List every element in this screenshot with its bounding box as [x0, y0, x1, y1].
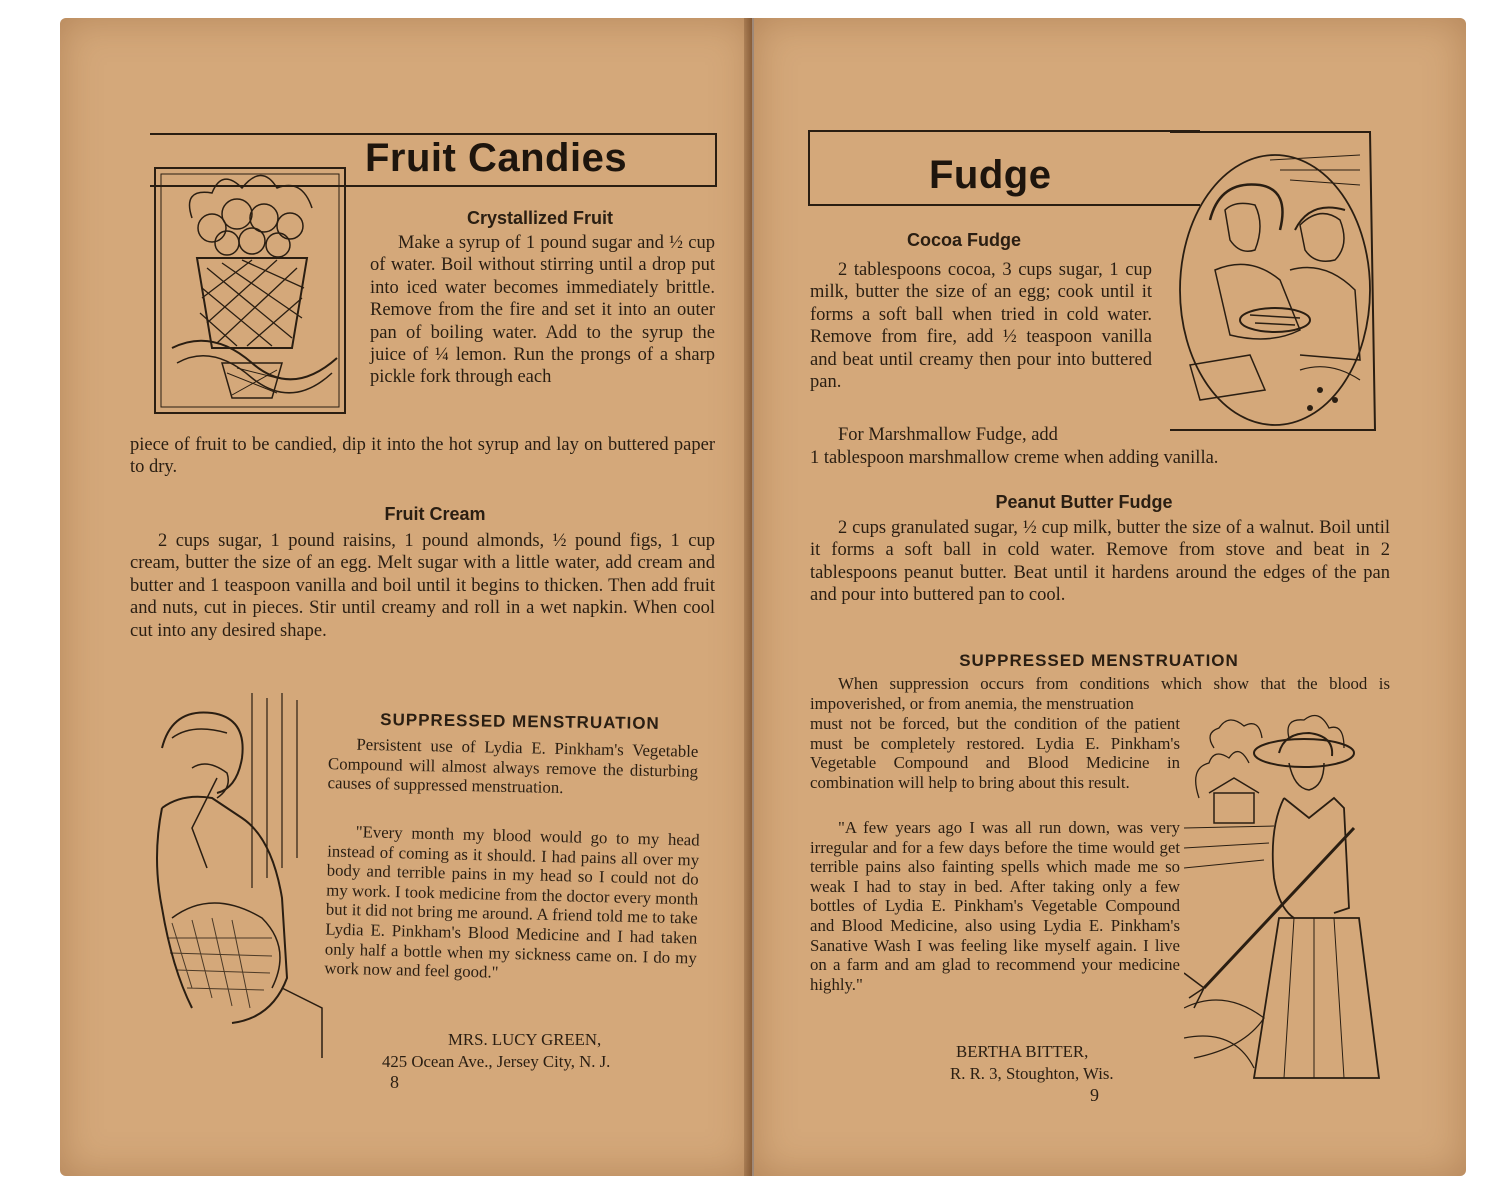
testimonial-name-left: MRS. LUCY GREEN, [448, 1030, 602, 1049]
recipe-title-crystallized-fruit: Crystallized Fruit [466, 208, 614, 228]
two-women-illustration [1170, 130, 1380, 435]
testimonial-intro-left: Persistent use of Lydia E. Pinkham's Vegetable Compound will almost always remove the disturbing causes of suppressed menstruation. [327, 734, 699, 798]
page-title: Fudge [929, 153, 1052, 197]
page-title: Fruit Candies [365, 136, 628, 180]
page-number-right: 9 [1090, 1085, 1099, 1105]
page-number-left: 8 [390, 1072, 399, 1092]
recipe-text-fruit-cream: 2 cups sugar, 1 pound raisins, 1 pound almonds, ½ pound figs, 1 cup cream, butter the size of an egg. Melt sugar with a little water, add cream and butter and 1 teaspoon vanilla and boil until it begins to thicken. Then add fruit and nuts, cut in pieces. Stir until creamy and roll in a wet napkin. When cool cut into any desired shape. [130, 531, 715, 641]
recipe-text-crystallized-fruit: Make a syrup of 1 pound sugar and ½ cup of water. Boil without stirring until a drop put into iced water becomes immediately brittle. Remove from the fire and set it into an outer pan of boiling water. Add to the syrup the juice of ¼ lemon. Run the prongs of a sharp pickle fork through each [370, 233, 715, 388]
left-page [60, 18, 752, 1176]
recipe-title-peanut-butter-fudge: Peanut Butter Fudge [995, 492, 1173, 512]
woman-headache-illustration [132, 688, 332, 1058]
testimonial-intro-right-rest: must not be forced, but the condition of the patient must be completely restored. Lydia E. Pinkham's Vegetable Compound and Blood Medicine in combination will help to bring about this result. [810, 714, 1180, 792]
recipe-variation-marshmallow: For Marshmallow Fudge, add [838, 425, 1058, 445]
testimonial-name-right: BERTHA BITTER, [956, 1042, 1089, 1061]
fruit-basket-illustration [152, 148, 352, 418]
right-page [754, 18, 1466, 1176]
recipe-title-cocoa-fudge: Cocoa Fudge [906, 230, 1021, 250]
farm-woman-illustration [1184, 708, 1404, 1098]
recipe-title-fruit-cream: Fruit Cream [384, 504, 486, 524]
testimonial-heading-left: SUPPRESSED MENSTRUATION [380, 710, 660, 733]
testimonial-intro-right-full: When suppression occurs from conditions which show that the blood is impoverished, or from anemia, the menstruation [810, 674, 1390, 713]
testimonial-address-left: 425 Ocean Ave., Jersey City, N. J. [382, 1052, 611, 1071]
recipe-variation-marshmallow-cont: 1 tablespoon marshmallow creme when adding vanilla. [810, 448, 1219, 468]
testimonial-address-right: R. R. 3, Stoughton, Wis. [950, 1064, 1114, 1083]
testimonial-quote-left: "Every month my blood would go to my head instead of coming as it should. I had pains all over my body and terrible pains in my head so I could not do my work. I took medicine from the doctor every month but it did not bring me around. A friend told me to take Lydia E. Pinkham's Blood Medicine and I had taken only half a bottle when my sickness came on. I do my work now and feel good." [324, 822, 700, 982]
recipe-text-crystallized-fruit-cont: piece of fruit to be candied, dip it into the hot syrup and lay on buttered paper to dry. [130, 435, 715, 478]
recipe-text-cocoa-fudge: 2 tablespoons cocoa, 3 cups sugar, 1 cup milk, butter the size of an egg; cook until it forms a soft ball when tried in cold water. Remove from fire, add ½ teaspoon vanilla and beat until creamy then pour into buttered pan. [810, 260, 1152, 393]
testimonial-heading-right: SUPPRESSED MENSTRUATION [959, 651, 1239, 670]
recipe-text-peanut-butter-fudge: 2 cups granulated sugar, ½ cup milk, butter the size of a walnut. Boil until it forms a soft ball in cold water. Remove from stove and beat in 2 tablespoons peanut butter. Beat until it hardens around the edges of the pan and pour into buttered pan to cool. [810, 518, 1390, 606]
testimonial-quote-right: "A few years ago I was all run down, was very irregular and for a few days before the time would get terrible pains also fainting spells which made me so weak I had to stay in bed. After taking only a few bottles of Lydia E. Pinkham's Vegetable Compound and Blood Medicine, also using Lydia E. Pinkham's Sanative Wash I was feeling like myself again. I live on a farm and am glad to recommend your medicine highly." [810, 818, 1180, 994]
